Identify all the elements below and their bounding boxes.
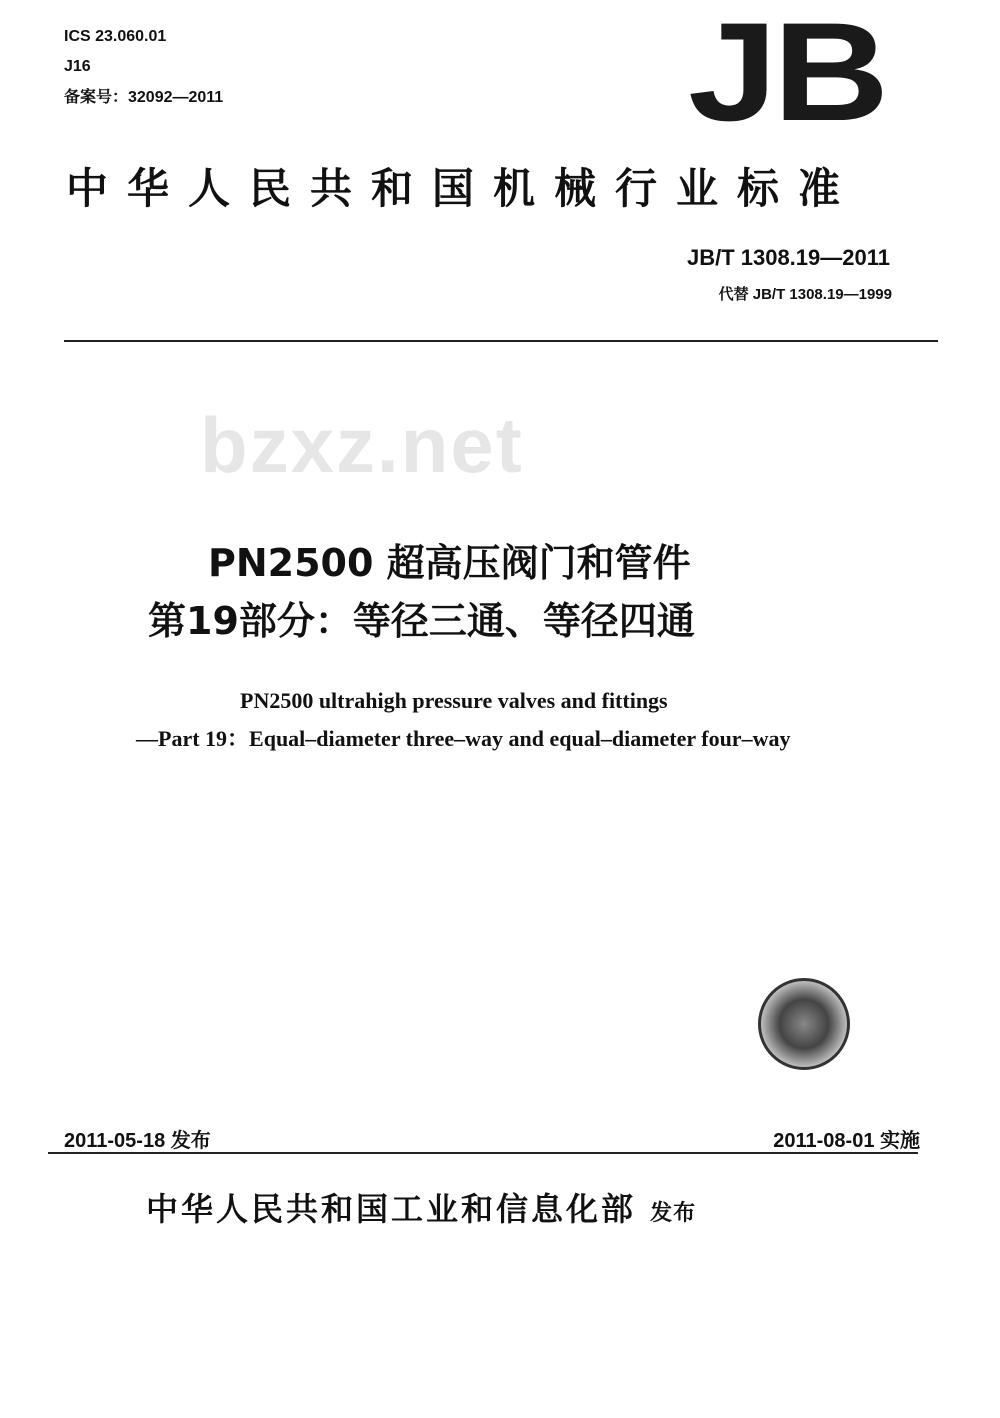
replaces-standard: 代替 JB/T 1308.19—1999 [718, 286, 892, 303]
ics-code: ICS 23.060.01 [64, 28, 167, 45]
filing-number: 备案号：32092—2011 [64, 89, 224, 106]
title-cn-line1: PN2500 超高压阀门和管件 [208, 541, 691, 585]
standard-number: JB/T 1308.19—2011 [686, 245, 890, 270]
publisher-name: 中华人民共和国工业和信息化部 [146, 1190, 637, 1228]
jb-logo: JB [688, 0, 885, 150]
organization-title: 中华人民共和国机械行业标准 [66, 164, 860, 213]
official-seal-icon [758, 978, 850, 1070]
title-cn-line2: 第19部分：等径三通、等径四通 [148, 599, 695, 643]
classification-code: J16 [64, 58, 91, 75]
top-divider [64, 340, 938, 342]
publisher [146, 1184, 696, 1230]
publisher-suffix: 发布 [650, 1201, 697, 1226]
title-en-line2: —Part 19：Equal–diameter three–way and equal–diameter four–way [136, 726, 791, 751]
issue-date: 2011-05-18 发布 [64, 1130, 211, 1152]
bottom-divider [48, 1152, 918, 1154]
effective-date: 2011-08-01 实施 [773, 1130, 920, 1152]
title-en-line1: PN2500 ultrahigh pressure valves and fittings [240, 688, 668, 713]
watermark: bzxz.net [200, 401, 524, 489]
